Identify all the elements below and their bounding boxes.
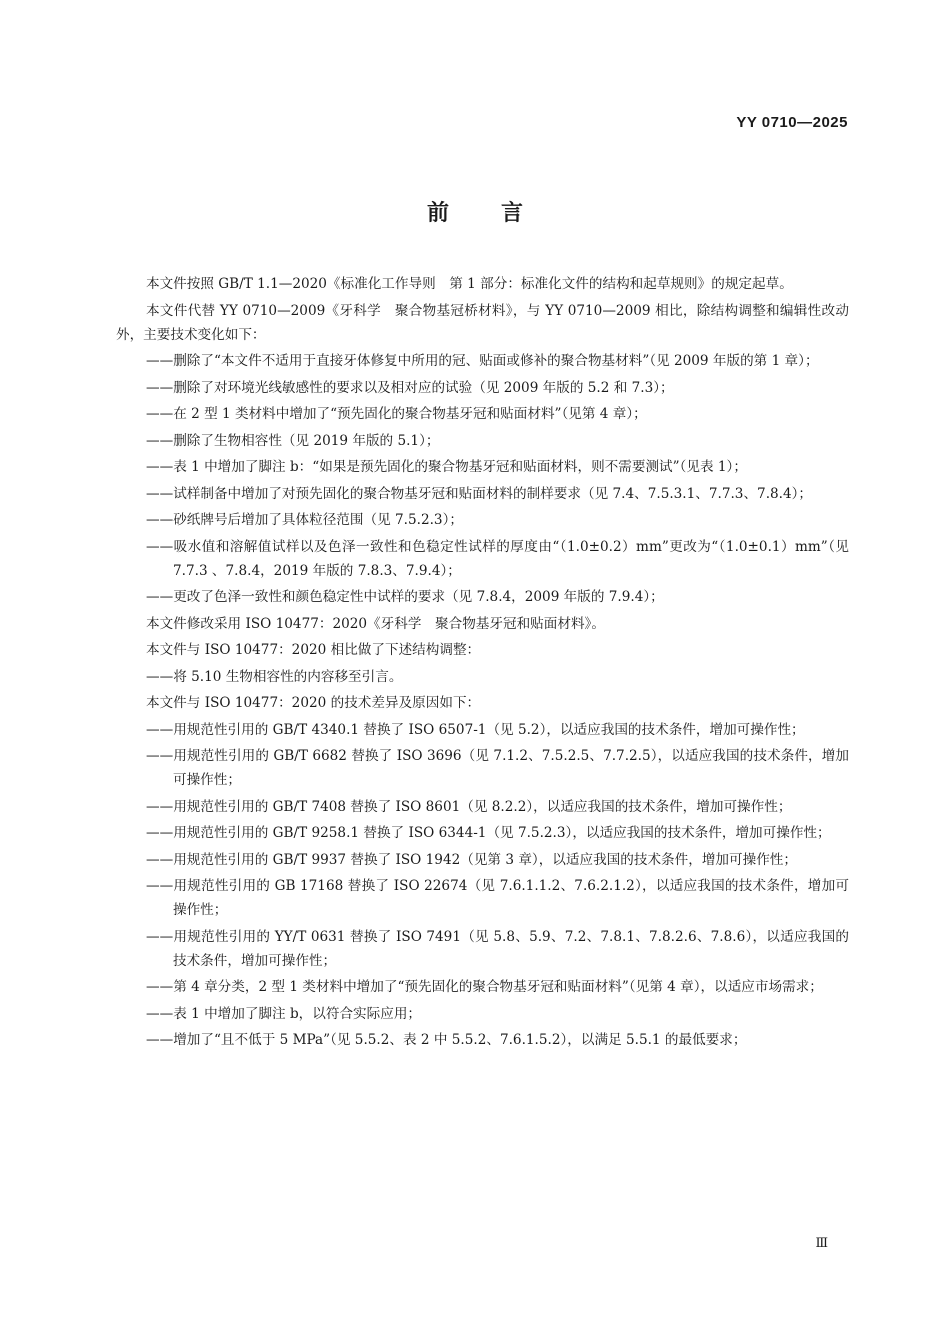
list-item: ——将 5.10 生物相容性的内容移至引言。	[146, 668, 403, 685]
list-item: ——用规范性引用的 GB/T 4340.1 替换了 ISO 6507-1（见 5.2），以适应我国的技术条件，增加可操作性；	[146, 721, 805, 738]
list-item: ——删除了生物相容性（见 2019 年版的 5.1）；	[146, 432, 440, 449]
list-item: ——增加了“且不低于 5 MPa”（见 5.5.2、表 2 中 5.5.2、7.6.1.5.2），以满足 5.5.1 的最低要求；	[146, 1032, 747, 1048]
page-number: Ⅲ	[815, 1236, 828, 1251]
list-item: ——用规范性引用的 GB/T 7408 替换了 ISO 8601（见 8.2.2），以适应我国的技术条件，增加可操作性；	[146, 798, 792, 815]
list-item: ——更改了色泽一致性和颜色稳定性中试样的要求（见 7.8.4，2009 年版的 7.9.4）；	[146, 589, 664, 605]
list-item: ——删除了“本文件不适用于直接牙体修复中所用的冠、贴面或修补的聚合物基材料”（见 2009 年版的第 1 章）；	[146, 353, 819, 369]
list-item: ——第 4 章分类，2 型 1 类材料中增加了“预先固化的聚合物基牙冠和贴面材料”（见第 4 章），以适应市场需求；	[146, 979, 823, 995]
document-code: YY 0710—2025	[736, 114, 848, 131]
paragraph: 本文件修改采用 ISO 10477：2020《牙科学 聚合物基牙冠和贴面材料》。	[146, 615, 605, 632]
paragraph: 本文件与 ISO 10477：2020 的技术差异及原因如下：	[146, 695, 481, 711]
list-item: ——用规范性引用的 GB/T 9937 替换了 ISO 1942（见第 3 章），以适应我国的技术条件，增加可操作性；	[146, 851, 797, 868]
list-item: ——用规范性引用的 GB/T 9258.1 替换了 ISO 6344-1（见 7.5.2.3），以适应我国的技术条件，增加可操作性；	[146, 825, 831, 841]
paragraph: 本文件按照 GB/T 1.1—2020《标准化工作导则 第 1 部分：标准化文件的结构和起草规则》的规定起草。	[146, 276, 793, 292]
list-item: ——删除了对环境光线敏感性的要求以及相对应的试验（见 2009 年版的 5.2 和 7.3）；	[146, 379, 674, 396]
list-item: ——试样制备中增加了对预先固化的聚合物基牙冠和贴面材料的制样要求（见 7.4、7.5.3.1、7.7.3、7.8.4）；	[146, 485, 813, 502]
page-title: 前言	[426, 201, 575, 226]
list-item: ——用规范性引用的 YY/T 0631 替换了 ISO 7491（见 5.8、5.9、7.2、7.8.1、7.8.2.6、7.8.6），以适应我国的技术条件，增加可操作性；	[146, 928, 849, 969]
list-item: ——砂纸牌号后增加了具体粒径范围（见 7.5.2.3）；	[146, 512, 463, 528]
list-item: ——吸水值和溶解值试样以及色泽一致性和色稳定性试样的厚度由“（1.0±0.2）mm”更改为“（1.0±0.1）mm”（见 7.7.3 、7.8.4，2019 年版的 7.8.3、7.9.4）；	[146, 538, 849, 579]
list-item: ——表 1 中增加了脚注 b，以符合实际应用；	[146, 1005, 422, 1022]
paragraph: 本文件与 ISO 10477：2020 相比做了下述结构调整：	[146, 642, 481, 658]
list-item: ——用规范性引用的 GB/T 6682 替换了 ISO 3696（见 7.1.2、7.5.2.5、7.7.2.5），以适应我国的技术条件，增加可操作性；	[146, 748, 849, 788]
list-item: ——表 1 中增加了脚注 b：“如果是预先固化的聚合物基牙冠和贴面材料，则不需要测试”（见表 1）；	[146, 459, 747, 475]
paragraph: 本文件代替 YY 0710—2009《牙科学 聚合物基冠桥材料》，与 YY 0710—2009 相比，除结构调整和编辑性改动外，主要技术变化如下：	[116, 302, 849, 343]
list-item: ——在 2 型 1 类材料中增加了“预先固化的聚合物基牙冠和贴面材料”（见第 4 章）；	[146, 406, 647, 422]
foreword-body	[116, 272, 849, 1055]
list-item: ——用规范性引用的 GB 17168 替换了 ISO 22674（见 7.6.1.1.2、7.6.2.1.2），以适应我国的技术条件，增加可操作性；	[146, 878, 849, 918]
